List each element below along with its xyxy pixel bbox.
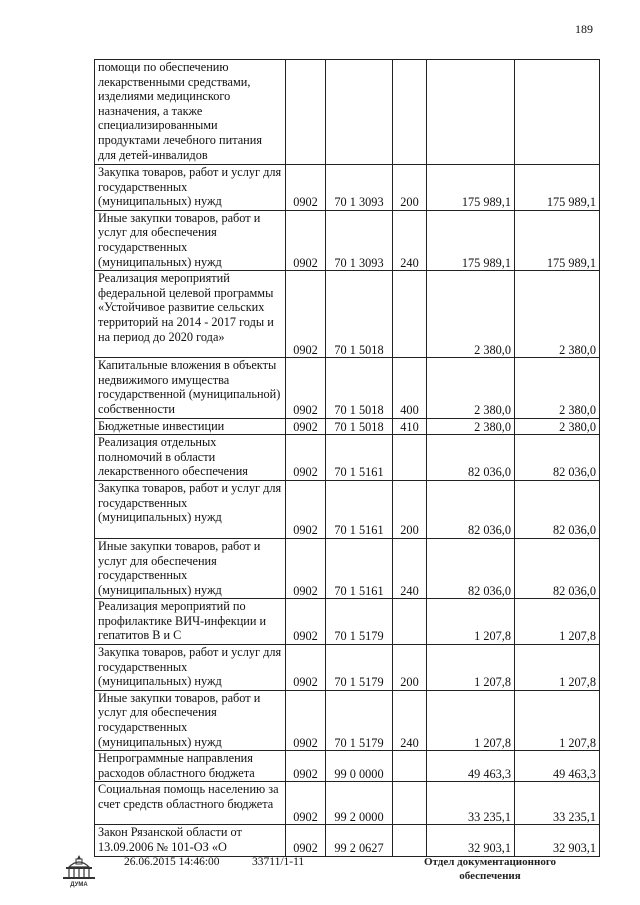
- row-type: 400: [393, 358, 427, 418]
- row-section: 0902: [286, 210, 326, 270]
- table-row: [95, 599, 600, 645]
- row-target: 99 2 0000: [326, 782, 393, 825]
- row-amount-1: 175 989,1: [427, 210, 515, 270]
- row-section: 0902: [286, 435, 326, 481]
- row-amount-2: 1 207,8: [515, 690, 600, 750]
- row-type: [393, 782, 427, 825]
- budget-table-body: [95, 60, 600, 857]
- row-amount-2: 2 380,0: [515, 271, 600, 358]
- row-target: 99 0 0000: [326, 751, 393, 782]
- page-number: 189: [575, 22, 593, 36]
- row-amount-2: 2 380,0: [515, 358, 600, 418]
- row-amount-2: 2 380,0: [515, 418, 600, 435]
- row-amount-2: 33 235,1: [515, 782, 600, 825]
- footer-code: 33711/1-11: [252, 856, 305, 868]
- row-target: 70 1 5179: [326, 645, 393, 691]
- row-target: 70 1 5018: [326, 418, 393, 435]
- row-target: 99 2 0627: [326, 825, 393, 856]
- logo-text: ДУМА: [70, 882, 88, 888]
- row-amount-1: 1 207,8: [427, 645, 515, 691]
- row-type: 200: [393, 645, 427, 691]
- row-amount-2: 175 989,1: [515, 210, 600, 270]
- row-section: 0902: [286, 825, 326, 856]
- row-type: 240: [393, 690, 427, 750]
- row-type: [393, 435, 427, 481]
- footer-date: 26.06.2015 14:46:00: [124, 856, 220, 868]
- row-name: Закупка товаров, работ и услуг для государственных (муниципальных) нужд: [95, 165, 286, 211]
- row-name: Закон Рязанской области от 13.09.2006 № 101-ОЗ «О: [95, 825, 286, 856]
- table-row: [95, 210, 600, 270]
- row-amount-1: 1 207,8: [427, 599, 515, 645]
- row-target: 70 1 5161: [326, 480, 393, 538]
- table-row: [95, 60, 600, 165]
- row-target: [326, 60, 393, 165]
- row-amount-1: 32 903,1: [427, 825, 515, 856]
- row-section: 0902: [286, 690, 326, 750]
- row-section: 0902: [286, 599, 326, 645]
- row-type: [393, 751, 427, 782]
- row-amount-1: 175 989,1: [427, 165, 515, 211]
- row-name: Капитальные вложения в объекты недвижимого имущества государственной (муниципальной) собственности: [95, 358, 286, 418]
- row-target: 70 1 5018: [326, 271, 393, 358]
- row-section: 0902: [286, 165, 326, 211]
- table-row: [95, 271, 600, 358]
- row-name: Социальная помощь населению за счет средств областного бюджета: [95, 782, 286, 825]
- table-row: [95, 538, 600, 598]
- row-type: [393, 599, 427, 645]
- row-type: 410: [393, 418, 427, 435]
- row-target: 70 1 5161: [326, 435, 393, 481]
- row-section: [286, 60, 326, 165]
- table-row: [95, 782, 600, 825]
- row-section: 0902: [286, 418, 326, 435]
- row-type: 200: [393, 480, 427, 538]
- row-amount-1: 33 235,1: [427, 782, 515, 825]
- row-target: 70 1 5179: [326, 690, 393, 750]
- row-section: 0902: [286, 358, 326, 418]
- row-amount-1: 82 036,0: [427, 538, 515, 598]
- table-row: [95, 418, 600, 435]
- row-name: Иные закупки товаров, работ и услуг для обеспечения государственных (муниципальных) нужд: [95, 538, 286, 598]
- row-name: Непрограммные направления расходов областного бюджета: [95, 751, 286, 782]
- row-amount-2: 1 207,8: [515, 599, 600, 645]
- row-amount-2: 175 989,1: [515, 165, 600, 211]
- row-amount-1: 2 380,0: [427, 271, 515, 358]
- row-amount-2: [515, 60, 600, 165]
- table-row: [95, 358, 600, 418]
- row-name: Бюджетные инвестиции: [95, 418, 286, 435]
- footer: [0, 850, 640, 905]
- department-stamp: [410, 855, 570, 883]
- row-section: 0902: [286, 782, 326, 825]
- row-amount-2: 82 036,0: [515, 480, 600, 538]
- row-type: 240: [393, 210, 427, 270]
- table-row: [95, 165, 600, 211]
- department-stamp-line2: обеспечения: [459, 870, 521, 882]
- row-amount-2: 32 903,1: [515, 825, 600, 856]
- row-type: 200: [393, 165, 427, 211]
- row-amount-1: 2 380,0: [427, 418, 515, 435]
- row-target: 70 1 3093: [326, 210, 393, 270]
- row-name: Иные закупки товаров, работ и услуг для обеспечения государственных (муниципальных) нужд: [95, 210, 286, 270]
- row-name: Закупка товаров, работ и услуг для государственных (муниципальных) нужд: [95, 645, 286, 691]
- row-section: 0902: [286, 271, 326, 358]
- row-amount-1: 49 463,3: [427, 751, 515, 782]
- row-name: Реализация мероприятий федеральной целевой программы «Устойчивое развитие сельских территорий на 2014 - 2017 годы и на период до 2020 года»: [95, 271, 286, 358]
- table-row: [95, 435, 600, 481]
- row-section: 0902: [286, 645, 326, 691]
- budget-table: [94, 59, 600, 857]
- row-section: 0902: [286, 480, 326, 538]
- row-type: 240: [393, 538, 427, 598]
- row-name: Реализация отдельных полномочий в области лекарственного обеспечения: [95, 435, 286, 481]
- duma-building-logo-icon: [57, 853, 101, 889]
- row-amount-1: 2 380,0: [427, 358, 515, 418]
- row-section: 0902: [286, 751, 326, 782]
- row-target: 70 1 5161: [326, 538, 393, 598]
- row-target: 70 1 5018: [326, 358, 393, 418]
- department-stamp-line1: Отдел документационного: [423, 856, 557, 868]
- row-amount-1: [427, 60, 515, 165]
- table-row: [95, 480, 600, 538]
- row-type: [393, 60, 427, 165]
- row-name: Реализация мероприятий по профилактике ВИЧ-инфекции и гепатитов В и С: [95, 599, 286, 645]
- row-target: 70 1 5179: [326, 599, 393, 645]
- row-amount-2: 82 036,0: [515, 435, 600, 481]
- row-type: [393, 271, 427, 358]
- row-amount-2: 49 463,3: [515, 751, 600, 782]
- row-target: 70 1 3093: [326, 165, 393, 211]
- row-amount-2: 82 036,0: [515, 538, 600, 598]
- row-amount-1: 1 207,8: [427, 690, 515, 750]
- row-amount-1: 82 036,0: [427, 480, 515, 538]
- row-section: 0902: [286, 538, 326, 598]
- row-name: Иные закупки товаров, работ и услуг для обеспечения государственных (муниципальных) нужд: [95, 690, 286, 750]
- row-amount-1: 82 036,0: [427, 435, 515, 481]
- table-row: [95, 751, 600, 782]
- row-amount-2: 1 207,8: [515, 645, 600, 691]
- table-row: [95, 645, 600, 691]
- row-name: Закупка товаров, работ и услуг для государственных (муниципальных) нужд: [95, 480, 286, 538]
- row-name: помощи по обеспечению лекарственными средствами, изделиями медицинского назначения, а также специализированными продуктами лечебного питания для детей-инвалидов: [95, 60, 286, 165]
- table-row: [95, 690, 600, 750]
